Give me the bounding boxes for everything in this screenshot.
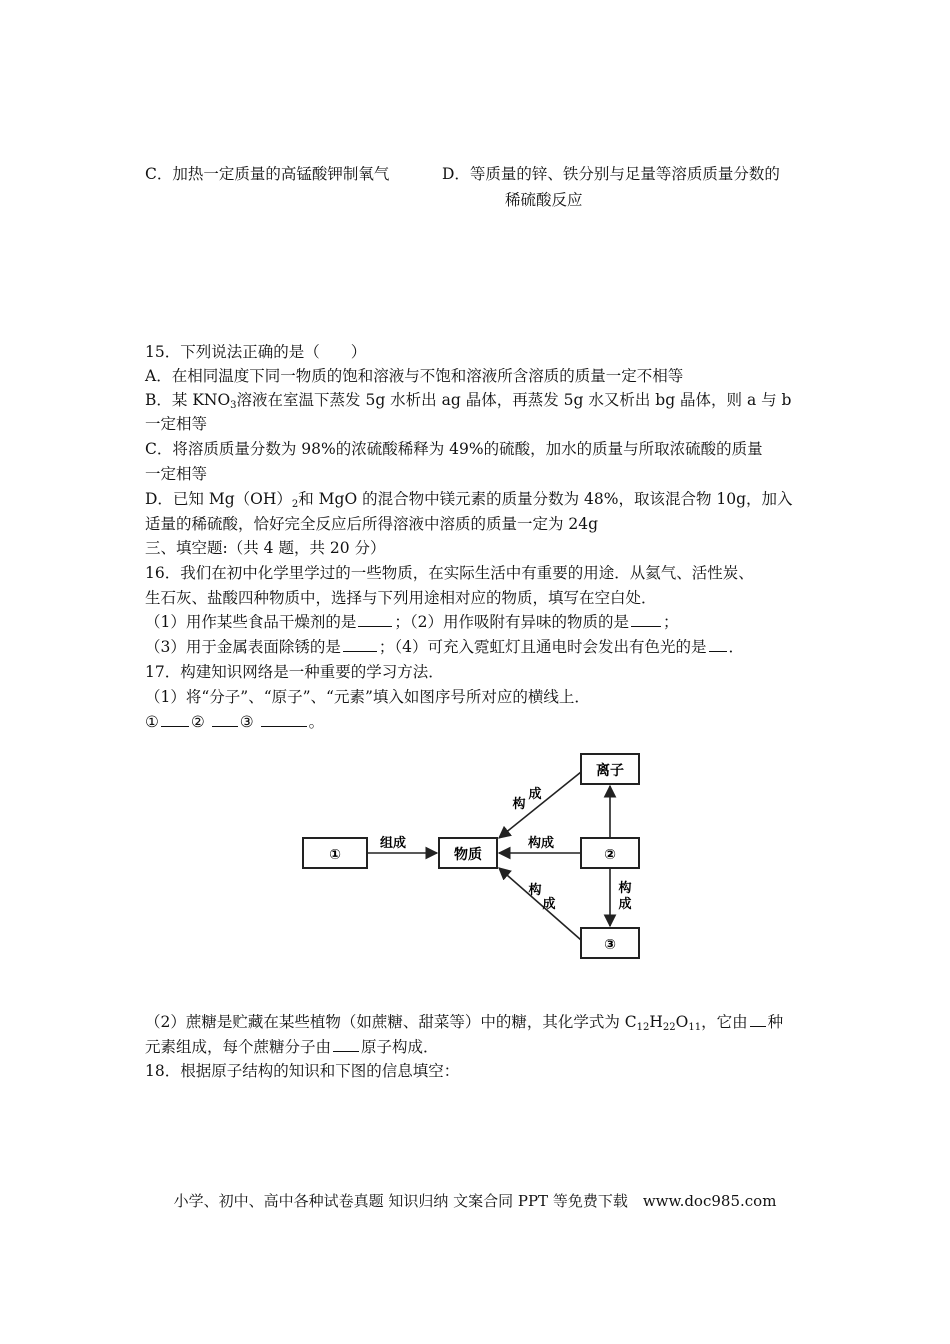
q17-marker-2: ②: [190, 713, 205, 731]
q17-part2-text: （2）蔗糖是贮藏在某些植物（如蔗糖、甜菜等）中的糖，其化学式为 C: [145, 1013, 637, 1031]
q15-option-d-cont: 适量的稀硫酸，恰好完全反应后所得溶液中溶质的质量一定为 24g: [145, 515, 599, 533]
q16-parts-3-4: [145, 635, 744, 659]
q17-marker-3: ③: [239, 713, 254, 731]
q15-stem: 15．下列说法正确的是（ ）: [145, 343, 367, 361]
label-gou-lower: 构: [528, 883, 542, 898]
label-gou-right: 构: [618, 881, 632, 896]
knowledge-network-diagram: [295, 750, 655, 970]
q17-blank-2[interactable]: [212, 710, 238, 727]
q15-b-subscript: 3: [230, 400, 237, 411]
q17-atom-count-blank[interactable]: [333, 1035, 359, 1052]
q18-stem: 18．根据原子结构的知识和下图的信息填空：: [145, 1062, 460, 1080]
q14-option-d-line1: D．等质量的锌、铁分别与足量等溶质质量分数的: [442, 165, 780, 183]
box-2-label: ②: [604, 847, 616, 863]
q17-blanks-row: [145, 710, 324, 734]
box-ion-label: 离子: [596, 763, 624, 779]
q16-part3-text: （3）用于金属表面除锈的是: [145, 638, 341, 656]
q16-part1-blank[interactable]: [358, 610, 392, 627]
q17-part2-end: 原子构成．: [361, 1038, 439, 1056]
arrow-3-to-matter: [499, 868, 581, 940]
q17-part2-cont: [145, 1035, 439, 1059]
page-footer: 小学、初中、高中各种试卷真题 知识归纳 文案合同 PPT 等免费下载 www.doc985.com: [173, 1192, 777, 1210]
q15-option-b-cont: 一定相等: [145, 415, 208, 433]
q17-blank-1[interactable]: [161, 710, 189, 727]
q17-o: O: [675, 1013, 689, 1031]
q17-part2-text2: 元素组成，每个蔗糖分子由: [145, 1038, 332, 1056]
q15-b-pre: B．某 KNO: [145, 391, 231, 409]
q15-d-post: 和 MgO 的混合物中镁元素的质量分数为 48%，取该混合物 10g，加入: [298, 490, 793, 508]
q15-option-b: [145, 388, 791, 418]
q17-part2-unit: 种: [767, 1013, 784, 1031]
label-goucheng-mid: 构成: [527, 836, 555, 851]
box-matter-label: 物质: [454, 847, 482, 863]
q17-end-mark: 。: [308, 713, 325, 731]
q16-parts-1-2: [145, 610, 679, 634]
q16-part2-blank[interactable]: [631, 610, 661, 627]
q16-part1-text: （1）用作某些食品干燥剂的是: [145, 613, 357, 631]
q17-stem: 17．构建知识网络是一种重要的学习方法．: [145, 663, 444, 681]
q17-sub-22: 22: [662, 1022, 676, 1033]
arrow-ion-to-matter: [499, 772, 581, 838]
q16-part4-blank[interactable]: [709, 635, 727, 652]
q16-part2-text: ；（2）用作吸附有异味的物质的是: [394, 613, 629, 631]
q15-b-post: 溶液在室温下蒸发 5g 水析出 ag 晶体，再蒸发 5g 水又析出 bg 晶体，则 a 与 b: [236, 391, 792, 409]
q17-sub-11: 11: [688, 1022, 702, 1033]
label-cheng-right: 成: [618, 897, 632, 912]
label-zucheng: 组成: [379, 836, 407, 851]
label-cheng-lower: 成: [542, 897, 556, 912]
q17-element-count-blank[interactable]: [750, 1010, 766, 1027]
q15-option-a: A．在相同温度下同一物质的饱和溶液与不饱和溶液所含溶质的质量一定不相等: [145, 367, 684, 385]
q16-part2-end: ；: [663, 613, 679, 631]
label-gou-upper: 构: [512, 797, 526, 812]
q14-option-c: C．加热一定质量的高锰酸钾制氧气: [145, 165, 390, 183]
box-3-label: ③: [604, 937, 616, 953]
q16-part4-end: ．: [728, 638, 745, 656]
q16-stem-line1: 16．我们在初中化学里学过的一些物质，在实际生活中有重要的用途．从氦气、活性炭、: [145, 564, 754, 582]
q14-option-d-line2: 稀硫酸反应: [505, 191, 583, 209]
q16-part4-text: ；（4）可充入霓虹灯且通电时会发出有色光的是: [378, 638, 707, 656]
q16-part3-blank[interactable]: [343, 635, 377, 652]
q17-part1: （1）将“分子”、“原子”、“元素”填入如图序号所对应的横线上．: [145, 688, 590, 706]
q16-stem-line2: 生石灰、盐酸四种物质中，选择与下列用途相对应的物质，填写在空白处．: [145, 589, 657, 607]
q17-blank-3[interactable]: [261, 710, 307, 727]
q17-part2-mid: ，它由: [701, 1013, 748, 1031]
q15-d-pre: D．已知 Mg（OH）: [145, 490, 292, 508]
q17-sub-12: 12: [636, 1022, 650, 1033]
q17-h: H: [649, 1013, 663, 1031]
q15-option-c-cont: 一定相等: [145, 465, 208, 483]
q15-d-subscript: 2: [291, 499, 299, 510]
section-3-title: 三、填空题:（共 4 题，共 20 分）: [145, 539, 386, 557]
q15-option-c: C．将溶质质量分数为 98%的浓硫酸稀释为 49%的硫酸，加水的质量与所取浓硫酸的质量: [145, 440, 763, 458]
q17-marker-1: ①: [145, 713, 159, 731]
label-cheng-upper: 成: [528, 787, 542, 802]
box-1-label: ①: [329, 847, 341, 863]
